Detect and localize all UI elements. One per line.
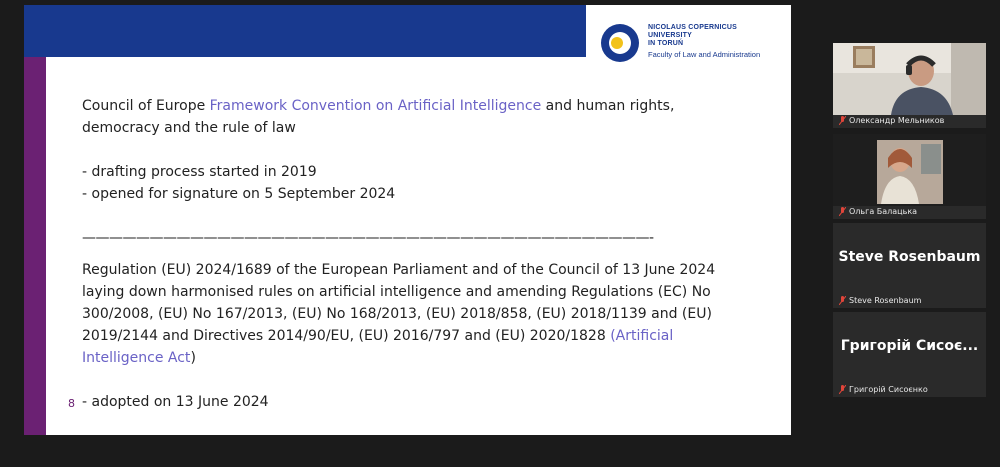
text-prefix: Council of Europe [82,98,210,114]
text-suffix: and human rights, [541,98,675,114]
slide-header-bar [24,5,586,57]
logo-line-1: NICOLAUS COPERNICUS [648,24,737,31]
participant-tile-hryhorii[interactable] [833,312,986,397]
participant-name-bar [839,385,928,394]
ai-act-link-part-1: (Artificial [610,328,674,344]
ai-act-link-part-2: Intelligence Act [82,350,191,366]
logo-faculty: Faculty of Law and Administration [648,50,761,59]
participant-tile-olha[interactable] [833,134,986,219]
muted-mic-icon [839,207,846,216]
bullet-signature: - opened for signature on 5 September 2024 [82,186,396,202]
bullet-drafting: - drafting process started in 2019 [82,164,317,180]
text-prefix: 2019/2144 and Directives 2014/90/EU, (EU) 2016/797 and (EU) 2020/1828 [82,328,611,344]
convention-link: Framework Convention on Artificial Intelligence [209,98,542,114]
regulation-line-3: 300/2008, (EU) No 167/2013, (EU) No 168/2013, (EU) 2018/858, (EU) 2018/1139 and (EU) [82,306,712,322]
participant-name: Steve Rosenbaum [849,296,922,305]
bullet-adopted: - adopted on 13 June 2024 [82,394,269,410]
slide-number: 8 [68,397,75,410]
participant-tile-oleksandr[interactable] [833,43,986,128]
convention-title-line-2: democracy and the rule of law [82,120,296,136]
muted-mic-icon [839,296,846,305]
participant-name: Олександр Мельников [849,116,945,125]
regulation-line-1: Regulation (EU) 2024/1689 of the European Parliament and of the Council of 13 June 2024 [82,262,716,278]
regulation-line-5 [82,347,752,369]
muted-mic-icon [839,385,846,394]
participant-name: Григорій Сисоєнко [849,385,928,394]
regulation-line-4 [82,325,752,347]
text-suffix: ) [190,350,196,366]
slide-content [82,95,752,413]
logo-line-2: UNIVERSITY [648,32,693,39]
university-logo [600,19,790,69]
participant-tile-steve[interactable] [833,223,986,308]
participant-name-bar [839,116,944,125]
participant-display-name: Steve Rosenbaum [838,249,981,265]
regulation-line-2: laying down harmonised rules on artificial intelligence and amending Regulations (EC) No [82,284,711,300]
section-divider: ——————————————————————————————————————————- [82,230,654,246]
participant-name-bar [839,207,917,216]
participant-name-bar [839,296,921,305]
muted-mic-icon [839,116,846,125]
logo-line-3: IN TORUŃ [648,40,684,47]
slide-side-bar [24,57,46,435]
university-logo-icon [600,23,640,63]
participant-video [833,134,986,206]
participant-name: Ольга Балацька [849,207,918,216]
logo-text [648,24,790,60]
participant-video [833,43,986,115]
shared-slide [24,5,791,435]
convention-title-line-1 [82,95,752,117]
participant-display-name: Григорій Сисоє... [840,338,979,354]
